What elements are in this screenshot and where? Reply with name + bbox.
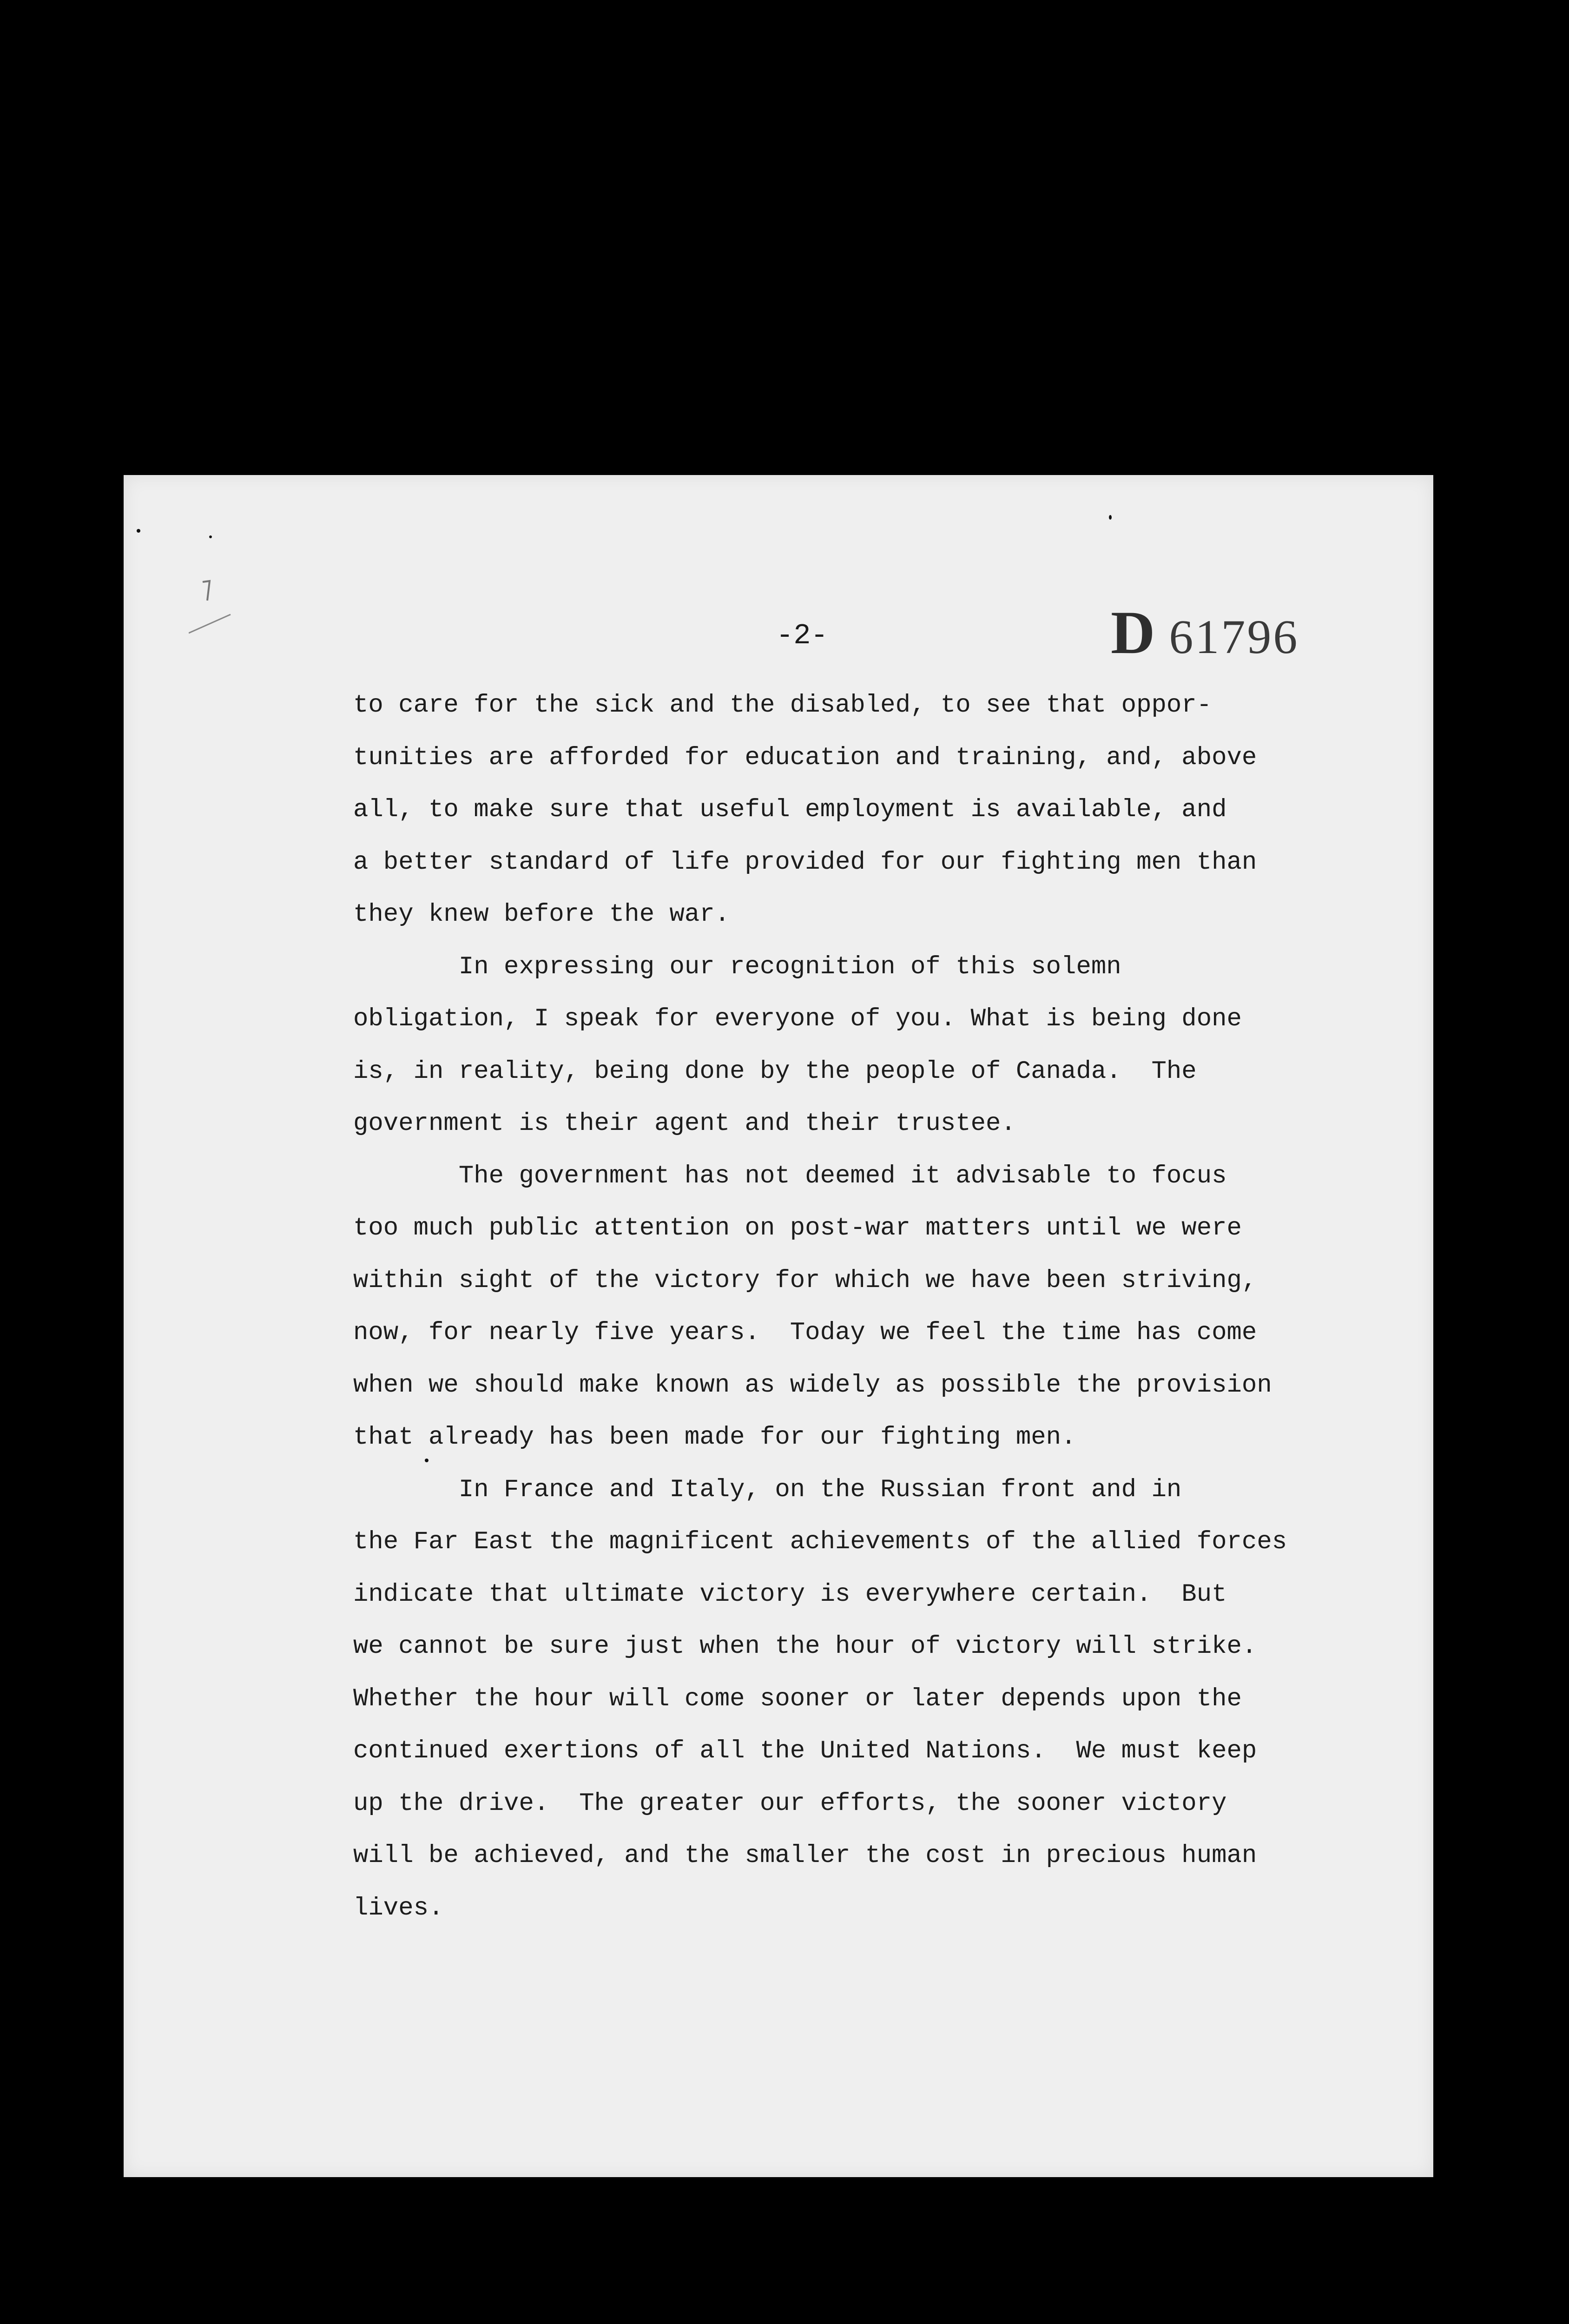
text-line: In France and Italy, on the Russian front and in bbox=[353, 1475, 1182, 1504]
text-line: they knew before the war. bbox=[353, 900, 730, 929]
body-text bbox=[353, 680, 1343, 1934]
text-line: to care for the sick and the disabled, to see that oppor- bbox=[353, 691, 1212, 720]
text-line: tunities are afforded for education and training, and, above bbox=[353, 743, 1257, 772]
text-line: that already has been made for our fighting men. bbox=[353, 1423, 1076, 1452]
text-line: indicate that ultimate victory is everywhere certain. But bbox=[353, 1580, 1227, 1609]
dust-speck bbox=[137, 529, 140, 533]
text-line: we cannot be sure just when the hour of victory will strike. bbox=[353, 1632, 1257, 1661]
dust-speck bbox=[425, 1459, 429, 1462]
text-line: Whether the hour will come sooner or later depends upon the bbox=[353, 1684, 1242, 1713]
text-line: The government has not deemed it advisable to focus bbox=[353, 1162, 1227, 1190]
document-page bbox=[124, 475, 1433, 2177]
text-line: now, for nearly five years. Today we feel the time has come bbox=[353, 1319, 1257, 1347]
text-line: will be achieved, and the smaller the cost in precious human bbox=[353, 1842, 1257, 1870]
text-line: is, in reality, being done by the people of Canada. The bbox=[353, 1057, 1197, 1086]
text-line: In expressing our recognition of this solemn bbox=[353, 952, 1121, 981]
text-line: a better standard of life provided for our fighting men than bbox=[353, 848, 1257, 877]
stamp-number: 61796 bbox=[1169, 610, 1299, 664]
text-line: too much public attention on post-war matters until we were bbox=[353, 1214, 1242, 1242]
dust-speck bbox=[1109, 515, 1112, 520]
dust-speck bbox=[209, 535, 212, 538]
text-line: obligation, I speak for everyone of you. What is being done bbox=[353, 1005, 1242, 1033]
text-line: all, to make sure that useful employment is available, and bbox=[353, 796, 1227, 824]
document-stamp bbox=[1111, 597, 1299, 668]
text-line: up the drive. The greater our efforts, the sooner victory bbox=[353, 1789, 1227, 1818]
page-number: -2- bbox=[776, 619, 828, 652]
text-line: within sight of the victory for which we have been striving, bbox=[353, 1266, 1257, 1295]
text-line: when we should make known as widely as possible the provision bbox=[353, 1371, 1272, 1400]
text-line: continued exertions of all the United Nations. We must keep bbox=[353, 1737, 1257, 1765]
text-line: government is their agent and their trustee. bbox=[353, 1109, 1016, 1138]
text-line: lives. bbox=[353, 1894, 444, 1922]
pencil-mark-icon bbox=[189, 573, 235, 638]
text-line: the Far East the magnificent achievements of the allied forces bbox=[353, 1528, 1287, 1556]
stamp-letter: D bbox=[1111, 598, 1155, 667]
